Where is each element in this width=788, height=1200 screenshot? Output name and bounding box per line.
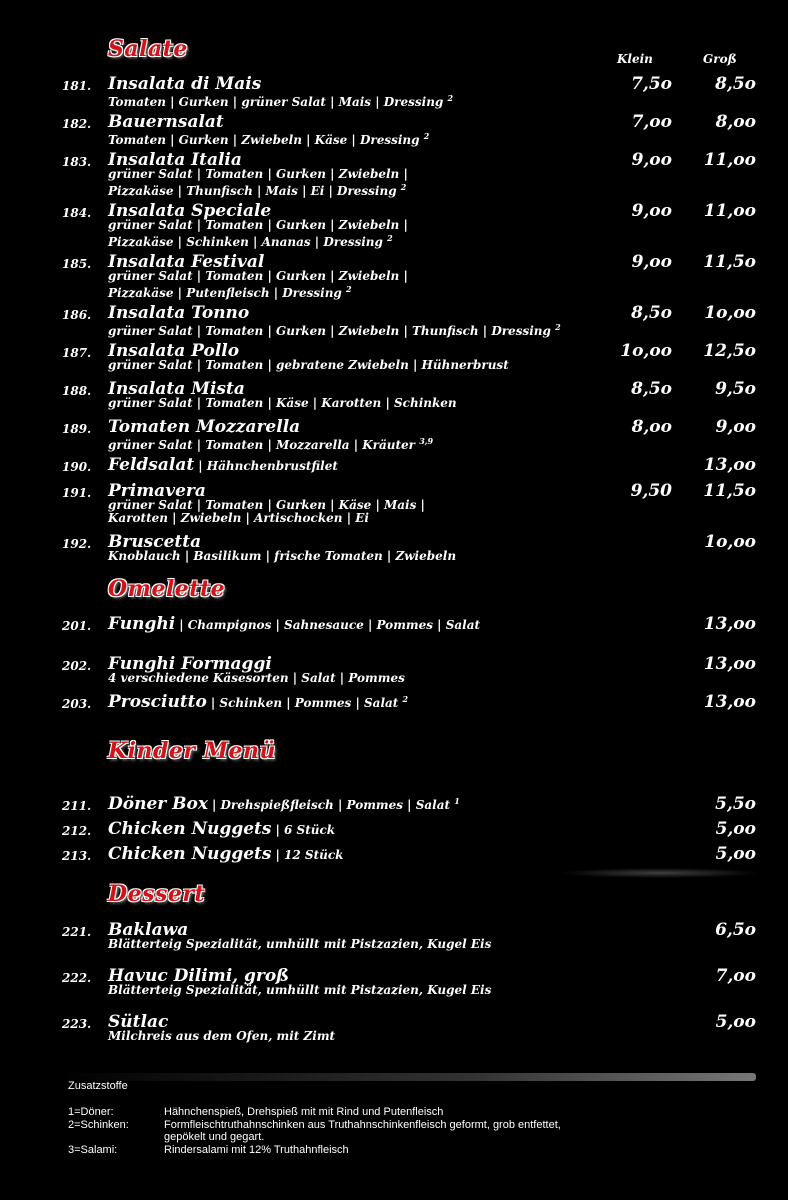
decorative-glow <box>560 868 760 878</box>
description-text: Karotten | Zwiebeln | Artischocken | Ei <box>108 511 369 525</box>
item-description <box>108 359 509 371</box>
price-small: 7,oo <box>631 112 672 132</box>
column-head-small: Klein <box>617 52 653 66</box>
price-large: 1o,oo <box>704 532 756 552</box>
menu-item <box>0 201 788 249</box>
item-description-line2 <box>108 232 393 248</box>
additive-value: Rindersalami mit 12% Truthahnfleisch <box>164 1144 349 1156</box>
description-text: Blätterteig Spezialität, umhüllt mit Pistzazien, Kugel Eis <box>108 937 492 951</box>
item-inline-description <box>212 798 460 812</box>
price-small: 8,5o <box>631 303 672 323</box>
price-small: 1o,oo <box>620 341 672 361</box>
item-name: Sütlac <box>108 1012 169 1032</box>
item-number: 212. <box>62 824 92 838</box>
item-number: 182. <box>62 117 92 131</box>
item-number: 201. <box>62 619 92 633</box>
section-title-salate: Salate <box>108 36 188 62</box>
price-small: 9,oo <box>631 252 672 272</box>
item-number: 186. <box>62 308 92 322</box>
price-large: 12,5o <box>703 341 756 361</box>
item-description-line2 <box>108 512 369 524</box>
item-name-line <box>108 819 335 839</box>
menu-item <box>0 112 788 152</box>
item-description <box>108 219 408 231</box>
price-large: 11,oo <box>703 201 756 221</box>
item-name: Baklawa <box>108 920 189 940</box>
footer-divider <box>58 1073 756 1081</box>
section-title-omelette: Omelette <box>108 576 226 602</box>
item-name: Insalata Italia <box>108 150 242 170</box>
inline-description-text: | Hähnchenbrustfilet <box>198 459 338 473</box>
additive-key: 1=Döner: <box>68 1106 114 1118</box>
price-large: 13,oo <box>703 614 756 634</box>
item-number: 202. <box>62 659 92 673</box>
menu-item <box>0 74 788 114</box>
item-number: 184. <box>62 206 92 220</box>
item-description <box>108 270 408 282</box>
additive-marker: 1 <box>454 796 460 806</box>
price-small: 8,oo <box>631 417 672 437</box>
section-title-dessert: Dessert <box>108 881 206 907</box>
price-large: 6,5o <box>715 920 756 940</box>
item-name: Funghi <box>108 614 176 634</box>
menu-item <box>0 252 788 300</box>
item-name: Funghi Formaggi <box>108 654 272 674</box>
description-text: grüner Salat | Tomaten | Gurken | Käse | Mais | <box>108 498 425 512</box>
menu-item <box>0 614 788 654</box>
item-description <box>108 435 433 451</box>
item-number: 187. <box>62 346 92 360</box>
item-name: Insalata Festival <box>108 252 265 272</box>
description-text: grüner Salat | Tomaten | Gurken | Zwiebeln | <box>108 269 408 283</box>
price-large: 11,5o <box>703 252 756 272</box>
price-small: 9,oo <box>631 201 672 221</box>
item-name: Insalata Tonno <box>108 303 250 323</box>
price-large: 9,oo <box>715 417 756 437</box>
item-name: Feldsalat <box>108 455 195 475</box>
section-title-kinder: Kinder Menü <box>108 738 276 764</box>
item-name: Primavera <box>108 481 206 501</box>
item-description <box>108 397 457 409</box>
menu-item <box>0 150 788 198</box>
item-name: Bauernsalat <box>108 112 224 132</box>
item-inline-description <box>275 848 343 862</box>
price-large: 9,5o <box>715 379 756 399</box>
item-description-line2 <box>108 283 352 299</box>
additive-marker: 2 <box>447 93 454 103</box>
item-name-line <box>108 794 460 814</box>
column-head-large: Groß <box>703 52 737 66</box>
item-description-line2 <box>108 181 406 197</box>
menu-item <box>0 532 788 572</box>
item-description <box>108 938 491 950</box>
description-text: grüner Salat | Tomaten | Gurken | Zwiebeln | <box>108 218 408 232</box>
item-name: Insalata Mista <box>108 379 245 399</box>
menu-item <box>0 417 788 457</box>
item-description <box>108 321 561 337</box>
additive-marker: 2 <box>387 233 393 243</box>
description-text: grüner Salat | Tomaten | Gurken | Zwiebeln | <box>108 167 408 181</box>
item-name-line <box>108 614 480 634</box>
price-large: 13,oo <box>703 692 756 712</box>
description-text: grüner Salat | Tomaten | gebratene Zwiebeln | Hühnerbrust <box>108 358 509 372</box>
price-large: 5,5o <box>715 794 756 814</box>
inline-description-text: | 12 Stück <box>275 848 344 862</box>
description-text: Pizzakäse | Putenfleisch | Dressing <box>108 286 342 300</box>
item-name-line <box>108 417 300 437</box>
menu-item <box>0 844 788 884</box>
description-text: 4 verschiedene Käsesorten | Salat | Pommes <box>108 671 405 685</box>
additive-value: Hähnchenspieß, Drehspieß mit mit Rind und Putenfleisch <box>164 1106 444 1118</box>
menu-item <box>0 1012 788 1052</box>
item-number: 190. <box>62 460 92 474</box>
price-large: 7,oo <box>715 966 756 986</box>
item-number: 185. <box>62 257 92 271</box>
item-description <box>108 1030 335 1042</box>
item-name: Prosciutto <box>108 692 207 712</box>
additive-key: 3=Salami: <box>68 1144 118 1156</box>
menu-item <box>0 654 788 694</box>
item-number: 221. <box>62 925 92 939</box>
menu-item <box>0 341 788 381</box>
item-number: 192. <box>62 537 92 551</box>
price-large: 5,oo <box>715 1012 756 1032</box>
item-name: Insalata Pollo <box>108 341 240 361</box>
price-large: 8,oo <box>715 112 756 132</box>
inline-description-text: | Drehspießfleisch | Pommes | Salat <box>211 798 451 812</box>
item-name-line <box>108 74 261 94</box>
additive-value: gepökelt und gegart. <box>164 1131 265 1143</box>
additive-marker: 2 <box>555 322 561 332</box>
additive-value: Formfleischtruthahnschinken aus Truthahnschinkenfleisch geformt, grob entfettet, <box>164 1119 561 1131</box>
price-large: 13,oo <box>703 455 756 475</box>
item-name-line <box>108 692 408 712</box>
item-name: Havuc Dilimi, groß <box>108 966 290 986</box>
description-text: Tomaten | Gurken | grüner Salat | Mais | Dressing <box>108 95 444 109</box>
price-large: 11,5o <box>703 481 756 501</box>
description-text: Pizzakäse | Schinken | Ananas | Dressing <box>108 235 383 249</box>
menu-item <box>0 692 788 732</box>
item-name: Insalata di Mais <box>108 74 262 94</box>
price-small: 8,5o <box>631 379 672 399</box>
item-number: 191. <box>62 486 92 500</box>
item-description <box>108 168 408 180</box>
item-number: 183. <box>62 155 92 169</box>
item-name-line <box>108 455 338 475</box>
additive-marker: 3,9 <box>419 436 434 446</box>
item-name: Bruscetta <box>108 532 202 552</box>
item-description <box>108 550 456 562</box>
item-inline-description <box>179 618 480 632</box>
item-name: Chicken Nuggets <box>108 844 272 864</box>
menu-item <box>0 379 788 419</box>
price-large: 13,oo <box>703 654 756 674</box>
item-number: 213. <box>62 849 92 863</box>
item-description <box>108 672 405 684</box>
item-description <box>108 130 429 146</box>
price-large: 5,oo <box>715 819 756 839</box>
additive-key: 2=Schinken: <box>68 1119 129 1131</box>
description-text: Blätterteig Spezialität, umhüllt mit Pistzazien, Kugel Eis <box>108 983 492 997</box>
item-number: 203. <box>62 697 92 711</box>
additive-marker: 2 <box>423 131 430 141</box>
inline-description-text: | Champignos | Sahnesauce | Pommes | Salat <box>179 618 481 632</box>
item-description <box>108 984 491 996</box>
menu-item <box>0 481 788 525</box>
item-number: 189. <box>62 422 92 436</box>
item-inline-description <box>198 459 338 473</box>
item-name: Insalata Speciale <box>108 201 272 221</box>
price-small: 9,50 <box>630 481 672 501</box>
item-name-line <box>108 112 224 132</box>
description-text: grüner Salat | Tomaten | Mozzarella | Kräuter <box>108 438 416 452</box>
item-number: 211. <box>62 799 92 813</box>
item-name-line <box>108 844 343 864</box>
price-large: 8,5o <box>715 74 756 94</box>
description-text: Pizzakäse | Thunfisch | Mais | Ei | Dressing <box>108 184 397 198</box>
price-large: 1o,oo <box>704 303 756 323</box>
inline-description-text: | Schinken | Pommes | Salat <box>210 696 399 710</box>
additive-marker: 2 <box>402 694 409 704</box>
item-number: 222. <box>62 971 92 985</box>
price-small: 7,5o <box>631 74 672 94</box>
footer-title: Zusatzstoffe <box>68 1080 128 1092</box>
item-name: Tomaten Mozzarella <box>108 417 301 437</box>
description-text: Milchreis aus dem Ofen, mit Zimt <box>108 1029 336 1043</box>
item-inline-description <box>211 696 408 710</box>
price-small: 9,oo <box>631 150 672 170</box>
item-number: 181. <box>62 79 92 93</box>
price-large: 11,oo <box>703 150 756 170</box>
additive-marker: 2 <box>346 284 352 294</box>
menu-item <box>0 303 788 343</box>
additive-marker: 2 <box>400 182 407 192</box>
inline-description-text: | 6 Stück <box>275 823 336 837</box>
description-text: Knoblauch | Basilikum | frische Tomaten | Zwiebeln <box>108 549 457 563</box>
item-name: Chicken Nuggets <box>108 819 272 839</box>
item-description <box>108 92 453 108</box>
item-description <box>108 499 425 511</box>
item-number: 223. <box>62 1017 92 1031</box>
description-text: grüner Salat | Tomaten | Gurken | Zwiebeln | Thunfisch | Dressing <box>108 324 551 338</box>
item-inline-description <box>275 823 335 837</box>
item-number: 188. <box>62 384 92 398</box>
item-name-line <box>108 303 249 323</box>
menu-item <box>0 966 788 1006</box>
item-name: Döner Box <box>108 794 208 814</box>
menu-item <box>0 920 788 960</box>
description-text: grüner Salat | Tomaten | Käse | Karotten | Schinken <box>108 396 457 410</box>
price-large: 5,oo <box>715 844 756 864</box>
description-text: Tomaten | Gurken | Zwiebeln | Käse | Dressing <box>108 133 420 147</box>
